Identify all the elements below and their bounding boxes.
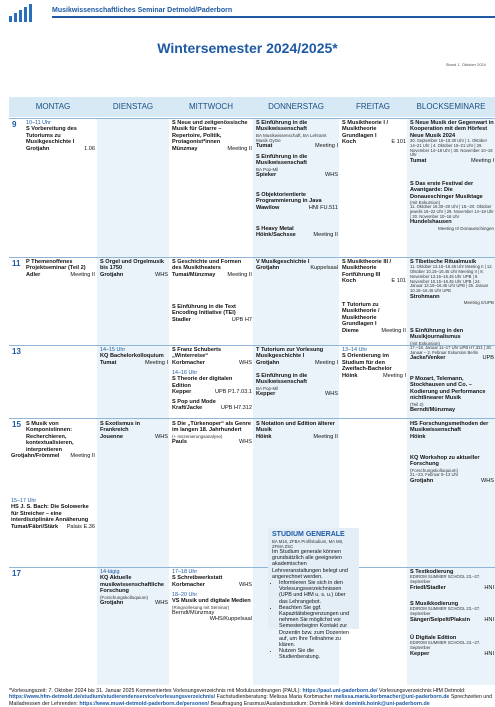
time-slot-17: 17	[12, 569, 21, 578]
course-entry[interactable]: 17–18 Uhr S Schreibwerkstatt Korbmacher WHS	[172, 569, 252, 588]
day-tuesday: DIENSTAG	[112, 102, 154, 111]
course-entry[interactable]: 18–20 Uhr VS Musik und digitale Medien (Ringvorlesung mit Seminar) Berndt/Münzmay WHS/Kuppelsaal	[172, 592, 252, 623]
header	[0, 0, 495, 24]
course-entry[interactable]: S Musik von Komponistinnen: Recherchieren, kontextualisieren, interpretieren Grotjahn/Frömmel Meeting II	[11, 421, 95, 460]
course-entry[interactable]: S Objektorientierte Programmierung in Java Wawilow HNI FU.511	[256, 192, 338, 211]
header-rule	[52, 16, 495, 18]
day-monday: MONTAG	[35, 102, 71, 111]
course-entry[interactable]: S Pop und Mode Kraft/Jacke UPB H7.312	[172, 399, 252, 412]
block-course-entry[interactable]: S Textkodierung EDIROM SUMMER SCHOOL 23.–27. September Friedl/Stadler HNI	[410, 569, 494, 591]
course-entry[interactable]: 14–15 Uhr KQ Bachelorkolloquium Tumat Meeting I	[100, 347, 168, 366]
course-entry[interactable]: 10–11 Uhr S Vorbereitung des Tutoriums zu Musikgeschichte I Grotjahn 1.06	[26, 120, 95, 152]
course-entry[interactable]: V Musikgeschichte I Grotjahn Kuppelsaal	[256, 259, 338, 272]
link-personen[interactable]: https://www.muwi-detmold-paderborn.de/personen/	[79, 700, 209, 707]
block-course-entry[interactable]: S Musikkodierung EDIROM SUMMER SCHOOL 23.–27. September Sänger/Seipelt/Plaksin HNI	[410, 601, 494, 623]
block-course-entry[interactable]: KQ Workshop zu aktueller Forschung (Forschungskolloquium) 21.–23. Februar 9–13 Uhr Grotjahn WHS	[410, 455, 494, 484]
footer-notes: *Vorlesungszeit: 7. Oktober 2024 bis 31. Januar 2025 Kommentiertes Vorlesungsverzeichnis mit Modulzuordnungen (PAUL): https://paul.uni-paderborn.de/ Vorlesungsverzeichnis HfM Detmold: https://www.hfm-detmold.de/studium/studierendenservice/vorlesungsverzeichnis/ Fachstudienberatung: Melissa Maria Korbmacher melissa.maria.korbmacher@uni-paderborn.de Sprechzeiten und Mailadressen der Lehrenden: https://www.muwi-detmold-paderborn.de/personen/ Beauftragung Erasmus/Auslandsstudium: Dominik Höink dominik.hoink@uni-paderborn.de	[9, 688, 493, 707]
day-friday: FREITAG	[355, 102, 391, 111]
list-item: • Beachten Sie ggf. Kapazitätsbegrenzungen und nehmen Sie möglichst vor Semesterbeginn Kontakt zur Dozentin bzw. zum Dozenten auf, um Ihre Teilnahme zu klären.	[279, 605, 355, 648]
link-email-hoink[interactable]: dominik.hoink@uni-paderborn.de	[345, 700, 430, 707]
course-entry[interactable]: T Tutorium zur Vorlesung Musikgeschichte I Grotjahn Meeting I	[256, 347, 338, 366]
block-course-entry[interactable]: Ü Digitale Edition EDIROM SUMMER SCHOOL 23.–27. September Kepper HNI	[410, 635, 494, 657]
link-hfm[interactable]: https://www.hfm-detmold.de/studium/studierendenservice/vorlesungsverzeichnis/	[9, 694, 216, 701]
studium-generale-intro: Im Studium generale können grundsätzlich alle geeigneten akademischen Lehrveranstaltungen belegt und angerechnet werden.	[272, 549, 348, 580]
course-entry[interactable]: S Einführung in die Musikwissenschaft BA Pop-Mil Spieker WHS	[256, 154, 338, 178]
row-divider	[9, 257, 495, 258]
course-entry[interactable]: S Heavy Metal Höink/Sachsse Meeting II	[256, 226, 338, 239]
course-entry[interactable]: S Musiktheorie I / Musiktheorie Grundlagen I Koch E 101	[342, 120, 406, 146]
studium-generale-modules: BA M16, ZFBA Profilstudium, MA M6, ZFMA ZSC	[272, 539, 344, 549]
list-item: • Nutzen Sie die Studienberatung.	[279, 648, 355, 660]
course-entry[interactable]: S Einführung in die Musikwissenschaft BA Pop-Mil Kepper WHS	[256, 373, 338, 397]
institute-name: Musikwissenschaftliches Seminar Detmold/Paderborn	[52, 7, 233, 14]
row-divider	[9, 567, 495, 568]
block-course-entry[interactable]: HS Forschungsmethoden der Musikwissenschaft Höink	[410, 421, 489, 440]
course-entry[interactable]: S Notation und Edition älterer Musik Höink Meeting II	[256, 421, 338, 440]
block-course-entry[interactable]: P Mozart, Telemann, Stockhausen und Co. – Kodierung und Performance nichtlinearer Musik (Teil 2) Berndt/Münzmay	[410, 376, 486, 413]
time-slot-13: 13	[12, 347, 21, 356]
list-item: • Informieren Sie sich in den Vorlesungsverzeichnissen (UPB und HfM u. s. u.) über das Lehrangebot.	[279, 580, 355, 605]
link-paul[interactable]: https://paul.uni-paderborn.de/	[302, 688, 378, 694]
course-entry[interactable]: P Themenoffenes Projektseminar (Teil 2) Adler Meeting II	[26, 259, 95, 278]
course-entry[interactable]: S Orgel und Orgelmusik bis 1750 Grotjahn WHS	[100, 259, 168, 278]
timetable-grid	[9, 118, 495, 685]
course-entry[interactable]: 15–17 Uhr HS J. S. Bach: Die Solowerke für Streicher – eine interdisziplinäre Annäherung Tumat/Fäbri/Stärk Palais E.36	[11, 498, 95, 530]
course-entry[interactable]: S Musiktheorie III / Musiktheorie Fortführung III Koch E 101	[342, 259, 406, 285]
block-course-entry[interactable]: S Einführung in den Musikjournalismus (mit Exkursion) 17.–18. Januar 11–17 Uhr UPB H7.321 | 30. Januar – 2. Februar Exkursion Berlin Jacke/Venker UPB	[410, 328, 494, 362]
page-title: Wintersemester 2024/2025*	[157, 40, 338, 56]
studium-generale-title: STUDIUM GENERALE	[272, 531, 345, 538]
course-entry[interactable]: S Neue und zeitgenössische Musik für Gitarre – Repertoire, Politik, Protagonist*innen Münzmay Meeting II	[172, 120, 252, 152]
day-thursday: DONNERSTAG	[268, 102, 324, 111]
seminar-logo	[9, 4, 49, 22]
time-slot-15: 15	[12, 420, 21, 429]
course-entry[interactable]: 13–14 Uhr S Orientierung im Studium für den Zweifach-Bachelor Höink Meeting I	[342, 347, 406, 379]
day-block: BLOCKSEMINARE	[416, 102, 486, 111]
course-entry[interactable]: S Einführung in die Musikwissenschaft BA Musikwissenschaft, BA Lehramt Musik GyGe Tumat Meeting I	[256, 120, 338, 149]
course-entry[interactable]: S Exotismus in Frankreich Jouenne WHS	[100, 421, 168, 440]
link-email-korbmacher[interactable]: melissa.maria.korbmacher@uni-paderborn.de	[333, 694, 450, 701]
course-entry[interactable]: S Die „Türkenoper“ als Genre im langen 18. Jahrhundert (+ Inszenierungsanalyse) Pauls WHS	[172, 421, 252, 445]
day-wednesday: MITTWOCH	[189, 102, 233, 111]
weekday-header-bar	[9, 97, 495, 117]
time-slot-11: 11	[12, 259, 21, 268]
course-entry[interactable]: S Geschichte und Formen des Musiktheaters Tumat/Münzmay Meeting II	[172, 259, 252, 278]
row-divider	[9, 118, 495, 119]
time-slot-9: 9	[12, 120, 17, 129]
course-entry[interactable]: S Franz Schuberts „Winterreise“ Korbmacher WHS	[172, 347, 252, 366]
stand-date: Stand 1. Oktober 2024	[445, 62, 486, 67]
block-course-entry[interactable]: S Das erste Festival der Avantgarde: Die Donaueschinger Musiktage (mit Exkursion) 11. Oktober 16.30–20 Uhr | 18.–20. Oktober jeweils 16–22 Uhr | 29. November 14–18 Uhr | 30. November 10–16 Uhr Hundelshausen Meeting II/ Donaueschingen	[410, 181, 494, 231]
row-divider	[9, 418, 495, 419]
block-course-entry[interactable]: S Tibetische Ritualmusik 11. Oktober 13.15–16.45 Uhr Meeting II | 12. Oktober 10.15–16.45 Uhr Meeting II | 8. November 13.15–16.45 Uhr UPB | 9. November 10.15–16.45 Uhr UPB | 24. Januar 13.15–16.45 Uhr UPB | 25. Januar 10.15–16.45 Uhr UPB Strohmann Meeting II/UPB	[410, 259, 494, 306]
course-entry[interactable]: 14-tägig KQ Aktuelle musikwissenschaftliche Forschung (Forschungskolloquium) Grotjahn WHS	[100, 569, 168, 606]
studium-generale-box	[268, 528, 359, 661]
course-entry[interactable]: T Tutorium zu Musiktheorie / Musiktheorie Grundlagen I Dieme Meeting II	[342, 302, 406, 334]
block-course-entry[interactable]: S Neue Musik der Gegenwart in Kooperation mit dem Hörfest Neue Musik 2024 30. September 15–18.30 Uhr | 1. Oktober 14–21 Uhr | 4. Oktober 15–21 Uhr | 29. November 14–18 Uhr | 30. November 10–16 Uhr Tumat Meeting I	[410, 120, 494, 165]
course-entry[interactable]: S Einführung in die Text Encoding Initiative (TEI) Stadler UPB H7	[172, 304, 252, 323]
course-entry[interactable]: 14–16 Uhr S Theorie der digitalen Edition Kepper UPB P1.7.03.1	[172, 370, 252, 396]
